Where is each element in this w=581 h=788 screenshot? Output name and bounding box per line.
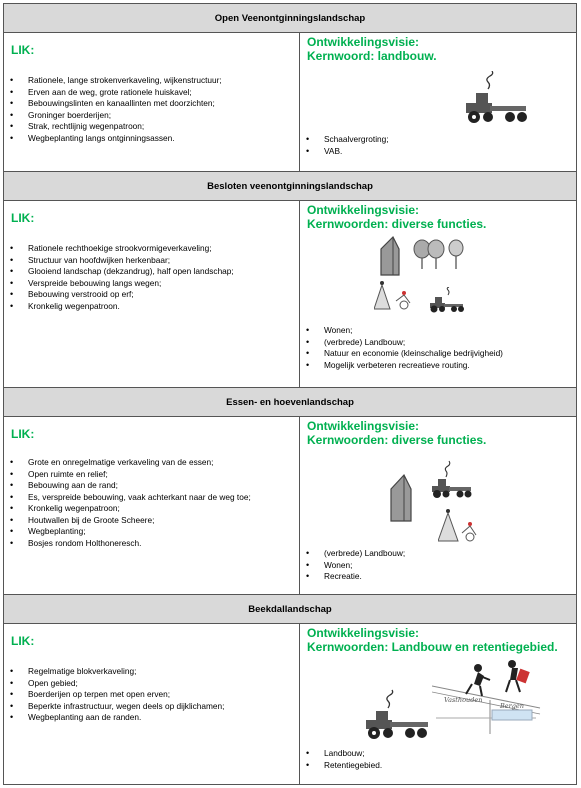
lik-column [4, 33, 300, 171]
tractor-icon [426, 287, 466, 313]
visie-list [302, 134, 389, 157]
list-item: • Kronkelig wegenpatroon; [6, 503, 286, 515]
list-item: • (verbrede) Landbouw; [302, 337, 503, 349]
landscape-table [3, 3, 577, 785]
visie-keyword: Kernwoord: landbouw. [307, 49, 437, 63]
list-item: • Boerderijen op terpen met open erven; [6, 689, 224, 701]
visie-heading: Ontwikkelingsvisie: [307, 626, 420, 640]
tractor-icon [460, 71, 532, 127]
visie-heading: Ontwikkelingsvisie: [307, 419, 420, 433]
list-item: • Kronkelig wegenpatroon. [6, 301, 234, 313]
section-essen-hoeven [4, 388, 576, 595]
list-item: • Rationele, lange strokenverkaveling, wijkenstructuur; [6, 75, 222, 87]
list-item: • Es, verspreide bebouwing, vaak achterkant naar de weg toe; [6, 492, 286, 504]
list-item: • Wegbeplanting langs ontginningsassen. [6, 133, 222, 145]
lik-column [4, 201, 300, 387]
lik-list [6, 243, 234, 312]
visie-column [300, 33, 576, 171]
section-besloten-veenontginning [4, 172, 576, 388]
list-item: • Mogelijk verbeteren recreatieve routing. [302, 360, 503, 372]
list-item: • Open gebied; [6, 678, 224, 690]
lik-list [6, 75, 222, 144]
recreation-icon [374, 281, 414, 311]
list-item: • Houtwallen bij de Groote Scheere; [6, 515, 286, 527]
visie-keyword: Kernwoorden: Landbouw en retentiegebied. [307, 640, 558, 654]
lik-label: LIK: [11, 43, 35, 57]
lik-column [4, 417, 300, 594]
list-item: • Glooiend landschap (dekzandrug), half open landschap; [6, 266, 234, 278]
section-title: Beekdallandschap [4, 595, 576, 624]
list-item: • Wonen; [302, 560, 405, 572]
list-item: • Groninger boerderijen; [6, 110, 222, 122]
list-item: • Wonen; [302, 325, 503, 337]
list-item: • Rationele rechthoekige strookvormigeverkaveling; [6, 243, 234, 255]
list-item: • Strak, rechtlijnig wegenpatroon; [6, 121, 222, 133]
tractor-icon [362, 678, 434, 742]
list-item: • Erven aan de weg, grote rationele huiskavel; [6, 87, 222, 99]
lik-label: LIK: [11, 427, 35, 441]
lik-label: LIK: [11, 634, 35, 648]
list-item: • Structuur van hoofdwijken herkenbaar; [6, 255, 234, 267]
list-item: • Regelmatige blokverkaveling; [6, 666, 224, 678]
lik-list [6, 666, 224, 724]
list-item: • Grote en onregelmatige verkaveling van de essen; [6, 457, 286, 469]
visie-list [302, 748, 382, 771]
visie-column [300, 201, 576, 387]
visie-column [300, 624, 576, 784]
visie-list [302, 325, 503, 371]
house-icon [378, 235, 402, 277]
section-title: Open Veenontginningslandschap [4, 4, 576, 33]
list-item: • VAB. [302, 146, 389, 158]
section-title: Besloten veenontginningslandschap [4, 172, 576, 201]
list-item: • Bebouwing verstrooid op erf; [6, 289, 234, 301]
list-item: • Open ruimte en relief; [6, 469, 286, 481]
sketch-label-vasthouden: Vasthouden [444, 696, 483, 704]
lik-list [6, 457, 286, 549]
list-item: • Verspreide bebouwing langs wegen; [6, 278, 234, 290]
visie-keyword: Kernwoorden: diverse functies. [307, 433, 487, 447]
visie-list [302, 548, 405, 583]
house-icon [388, 473, 414, 523]
retention-sketch-icon [432, 658, 542, 734]
tractor-icon [428, 459, 474, 499]
section-title: Essen- en hoevenlandschap [4, 388, 576, 417]
list-item: • Bosjes rondom Holthoneresch. [6, 538, 286, 550]
list-item: • Recreatie. [302, 571, 405, 583]
section-beekdal [4, 595, 576, 784]
list-item: • (verbrede) Landbouw; [302, 548, 405, 560]
list-item: • Wegbeplanting aan de randen. [6, 712, 224, 724]
list-item: • Bebouwingslinten en kanaallinten met doorzichten; [6, 98, 222, 110]
lik-label: LIK: [11, 211, 35, 225]
sketch-label-bergen: Bergen [500, 702, 524, 710]
section-open-veenontginning [4, 4, 576, 172]
list-item: • Schaalvergroting; [302, 134, 389, 146]
visie-heading: Ontwikkelingsvisie: [307, 35, 420, 49]
trees-icon [412, 239, 468, 271]
list-item: • Wegbeplanting; [6, 526, 286, 538]
visie-keyword: Kernwoorden: diverse functies. [307, 217, 487, 231]
list-item: • Natuur en economie (kleinschalige bedrijvigheid) [302, 348, 503, 360]
list-item: • Beperkte infrastructuur, wegen deels op dijklichamen; [6, 701, 224, 713]
recreation-icon [438, 509, 478, 543]
lik-column [4, 624, 300, 784]
visie-heading: Ontwikkelingsvisie: [307, 203, 420, 217]
visie-column [300, 417, 576, 594]
list-item: • Retentiegebied. [302, 760, 382, 772]
list-item: • Landbouw; [302, 748, 382, 760]
list-item: • Bebouwing aan de rand; [6, 480, 286, 492]
